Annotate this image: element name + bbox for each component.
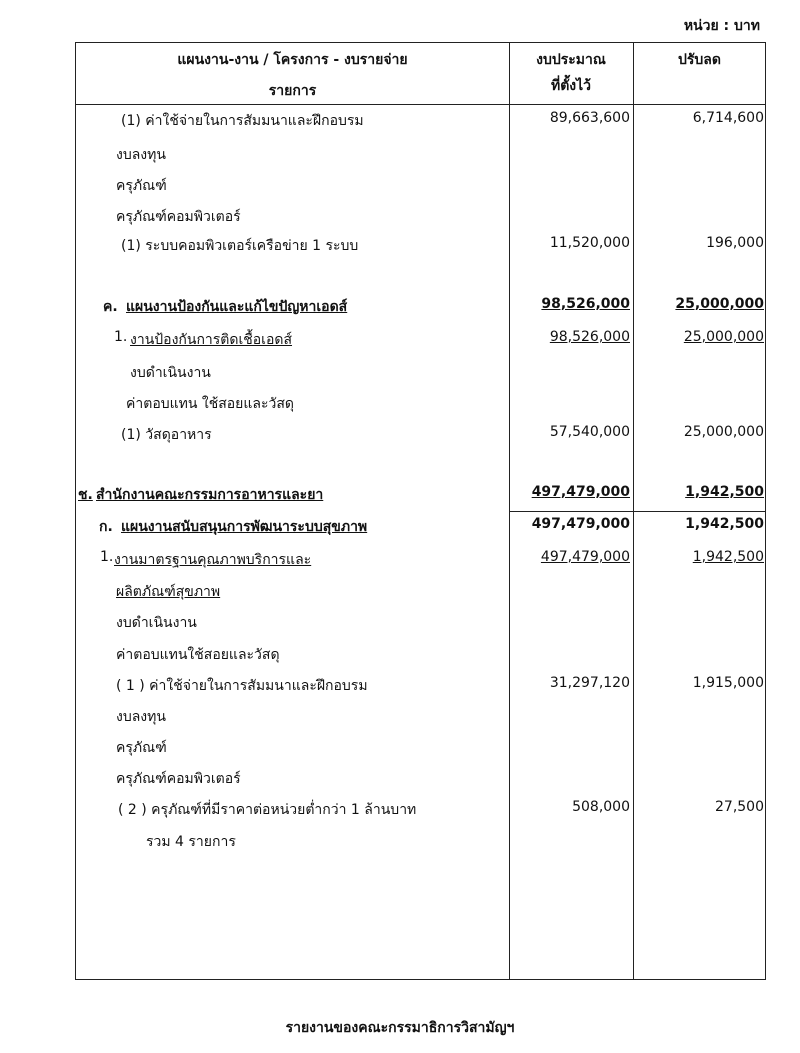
header-item-title: แผนงาน-งาน / โครงการ - งบรายจ่าย: [177, 52, 408, 68]
row-budget: 98,526,000: [541, 296, 630, 312]
table-row: [76, 644, 766, 664]
row-label: งบลงทุน: [116, 147, 166, 163]
row-budget: 98,526,000: [549, 329, 630, 345]
row-label: ครุภัณฑ์คอมพิวเตอร์: [116, 771, 241, 787]
table-row: [76, 110, 766, 130]
row-label: ผลิตภัณฑ์สุขภาพ: [116, 584, 221, 600]
table-row: [76, 144, 766, 164]
row-cut: 6,714,600: [692, 110, 764, 126]
row-label: ค่าตอบแทนใช้สอยและวัสดุ: [116, 647, 280, 663]
table-row: [76, 424, 766, 444]
row-prefix: ค.: [103, 299, 118, 315]
row-label: ( 2 ) ครุภัณฑ์ที่มีราคาต่อหน่วยต่ำกว่า 1 ล้านบาท: [118, 802, 417, 818]
row-prefix: ช.: [78, 487, 93, 503]
row-label: (1) วัสดุอาหาร: [121, 427, 212, 443]
table-row: [76, 175, 766, 195]
row-budget: 89,663,600: [549, 110, 630, 126]
row-cut: 25,000,000: [675, 296, 764, 312]
table-row: [76, 206, 766, 226]
row-cut: 25,000,000: [683, 424, 764, 440]
row-label: ครุภัณฑ์คอมพิวเตอร์: [116, 209, 241, 225]
row-cut: 1,915,000: [692, 675, 764, 691]
row-prefix: ก.: [99, 519, 113, 535]
table-row: [76, 549, 766, 569]
row-cut: 1,942,500: [685, 516, 764, 532]
table-row: [76, 329, 766, 349]
header-cut: ปรับลด: [678, 52, 721, 68]
header-divider: [76, 104, 765, 105]
row-label: (1) ระบบคอมพิวเตอร์เครือข่าย 1 ระบบ: [121, 238, 359, 254]
row-budget: 31,297,120: [549, 675, 630, 691]
row-label: ครุภัณฑ์: [116, 178, 167, 194]
table-row: [76, 612, 766, 632]
row-prefix: 1.: [114, 329, 128, 345]
row-label: แผนงานป้องกันและแก้ไขปัญหาเอดส์: [126, 299, 348, 315]
row-cut: 25,000,000: [683, 329, 764, 345]
table-row: [76, 831, 766, 851]
table-row: [76, 235, 766, 255]
table-row: [76, 581, 766, 601]
row-label: งบลงทุน: [116, 709, 166, 725]
header-budget-line2: ที่ตั้งไว้: [550, 78, 592, 94]
row-cut: 196,000: [706, 235, 764, 251]
row-label: รวม 4 รายการ: [146, 834, 236, 850]
table-row: [76, 516, 766, 536]
row-budget: 497,479,000: [531, 516, 630, 532]
table-row: [76, 393, 766, 413]
row-prefix: 1.: [100, 549, 114, 565]
row-budget: 497,479,000: [531, 484, 630, 500]
row-budget: 57,540,000: [549, 424, 630, 440]
row-budget: 497,479,000: [540, 549, 630, 565]
row-cut: 27,500: [715, 799, 764, 815]
row-cut: 1,942,500: [685, 484, 764, 500]
row-label: (1) ค่าใช้จ่ายในการสัมมนาและฝึกอบรม: [121, 113, 364, 129]
table-row: [76, 799, 766, 819]
table-row: [76, 484, 766, 504]
unit-label: หน่วย : บาท: [683, 18, 760, 34]
section-divider: [509, 511, 765, 512]
table-row: [76, 675, 766, 695]
page-footer: รายงานของคณะกรรมาธิการวิสามัญฯ: [285, 1020, 515, 1036]
row-label: ครุภัณฑ์: [116, 740, 167, 756]
header-item-subtitle: รายการ: [268, 83, 317, 99]
table-row: [76, 706, 766, 726]
row-label: งานมาตรฐานคุณภาพบริการและ: [114, 552, 312, 568]
row-label: สำนักงานคณะกรรมการอาหารและยา: [96, 487, 324, 503]
row-label: งบดำเนินงาน: [116, 615, 197, 631]
header-budget-line1: งบประมาณ: [536, 52, 606, 68]
row-label: งบดำเนินงาน: [130, 365, 211, 381]
table-row: [76, 362, 766, 382]
row-label: งานป้องกันการติดเชื้อเอดส์: [130, 332, 293, 348]
row-label: ( 1 ) ค่าใช้จ่ายในการสัมมนาและฝึกอบรม: [116, 678, 368, 694]
table-row: [76, 768, 766, 788]
row-label: ค่าตอบแทน ใช้สอยและวัสดุ: [126, 396, 294, 412]
row-label: แผนงานสนับสนุนการพัฒนาระบบสุขภาพ: [121, 519, 368, 535]
row-cut: 1,942,500: [692, 549, 764, 565]
row-budget: 508,000: [572, 799, 630, 815]
row-budget: 11,520,000: [549, 235, 630, 251]
table-row: [76, 737, 766, 757]
table-row: [76, 296, 766, 316]
